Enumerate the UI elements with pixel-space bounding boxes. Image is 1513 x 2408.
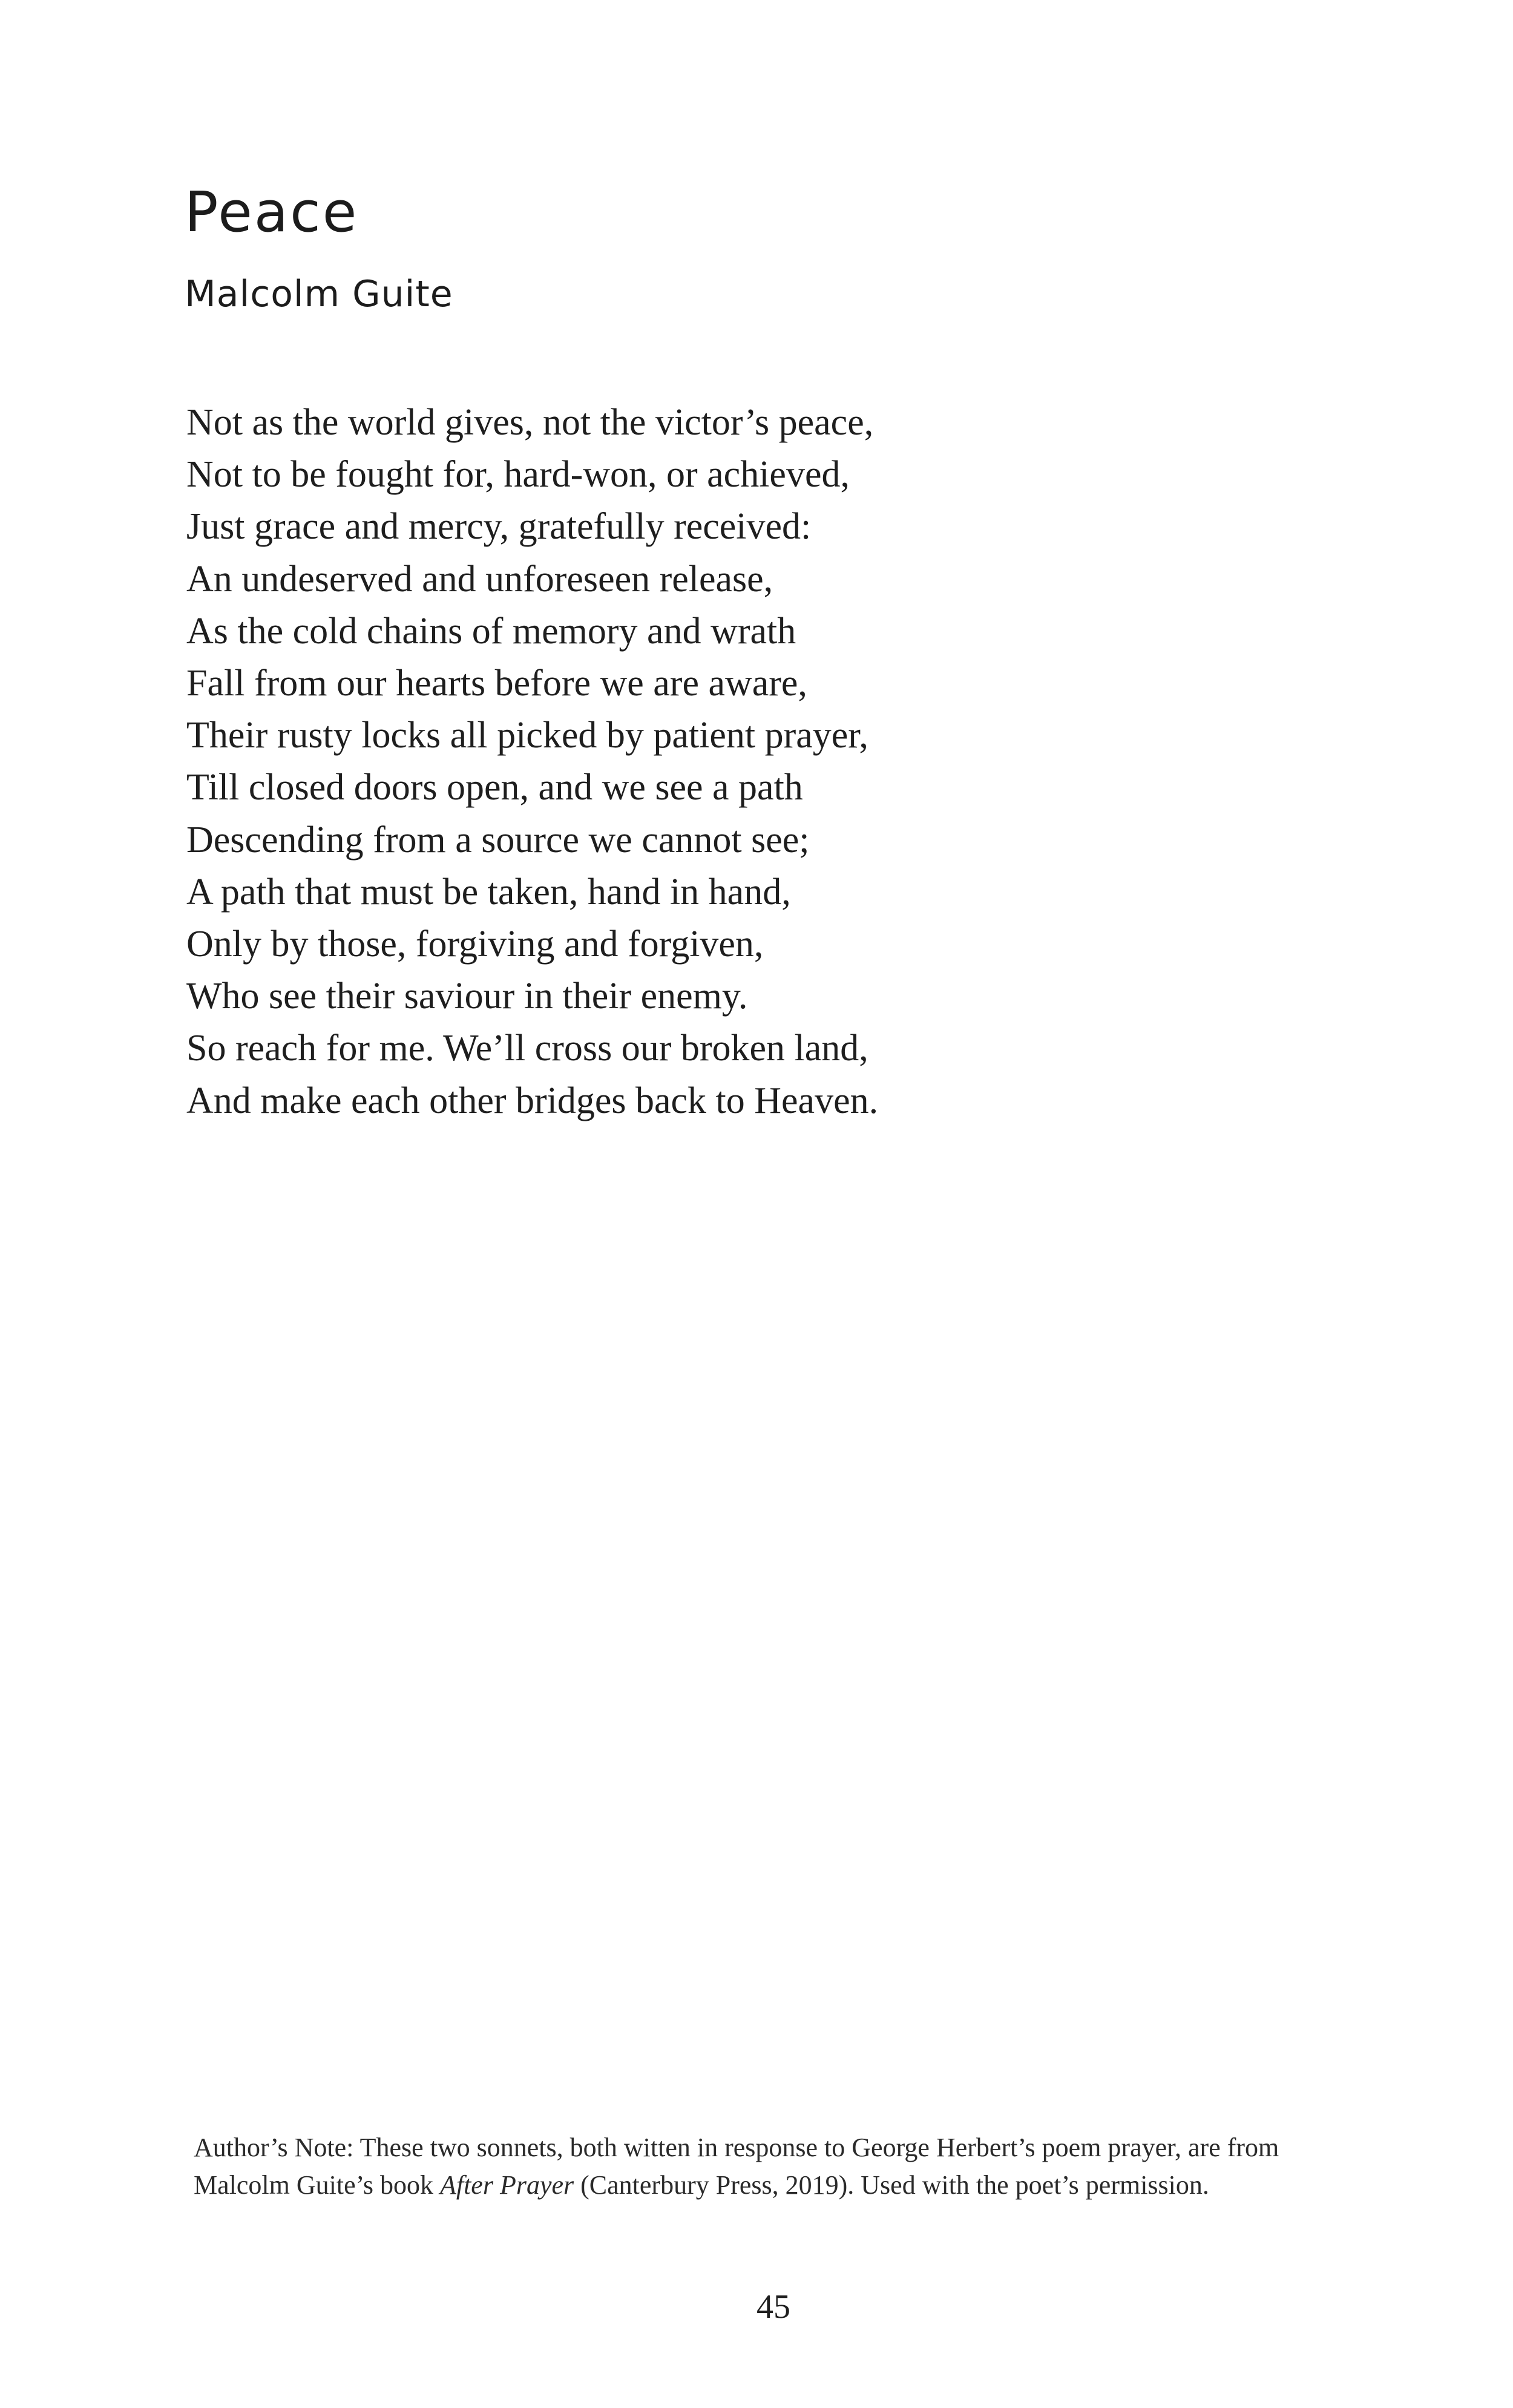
authors-note [194, 2129, 1356, 2204]
poem-line: Not to be fought for, hard-won, or achieved, [186, 454, 850, 496]
poem-line: So reach for me. We’ll cross our broken land, [186, 1028, 868, 1069]
poem-line: As the cold chains of memory and wrath [186, 610, 796, 652]
book-title: After Prayer [439, 2170, 574, 2200]
poem-line: A path that must be taken, hand in hand, [186, 871, 791, 913]
poem-line: Who see their saviour in their enemy. [186, 976, 748, 1017]
poem-line: An undeserved and unforeseen release, [186, 558, 773, 600]
poem-line: Their rusty locks all picked by patient prayer, [186, 715, 868, 756]
poem-title: Peace [185, 180, 359, 244]
poem-line: Fall from our hearts before we are aware, [186, 663, 807, 704]
poem-line: Just grace and mercy, gratefully received: [186, 506, 812, 548]
poem-line: Not as the world gives, not the victor’s peace, [186, 402, 874, 443]
authors-note-suffix: (Canterbury Press, 2019). Used with the poet’s permission. [574, 2170, 1209, 2200]
poem-line: Till closed doors open, and we see a path [186, 767, 803, 809]
poem-line: Descending from a source we cannot see; [186, 819, 810, 861]
poem-author: Malcolm Guite [185, 273, 453, 315]
poem-line: Only by those, forgiving and forgiven, [186, 924, 764, 965]
poem-line: And make each other bridges back to Heaven. [186, 1080, 879, 1121]
poem-body [186, 396, 1336, 1127]
authors-note-prefix: Author’s Note: These two sonnets, both witten in response to George Herbert’s poem prayer, are from Malcolm Guite’s book [194, 2133, 1279, 2200]
page-number: 45 [756, 2288, 790, 2326]
